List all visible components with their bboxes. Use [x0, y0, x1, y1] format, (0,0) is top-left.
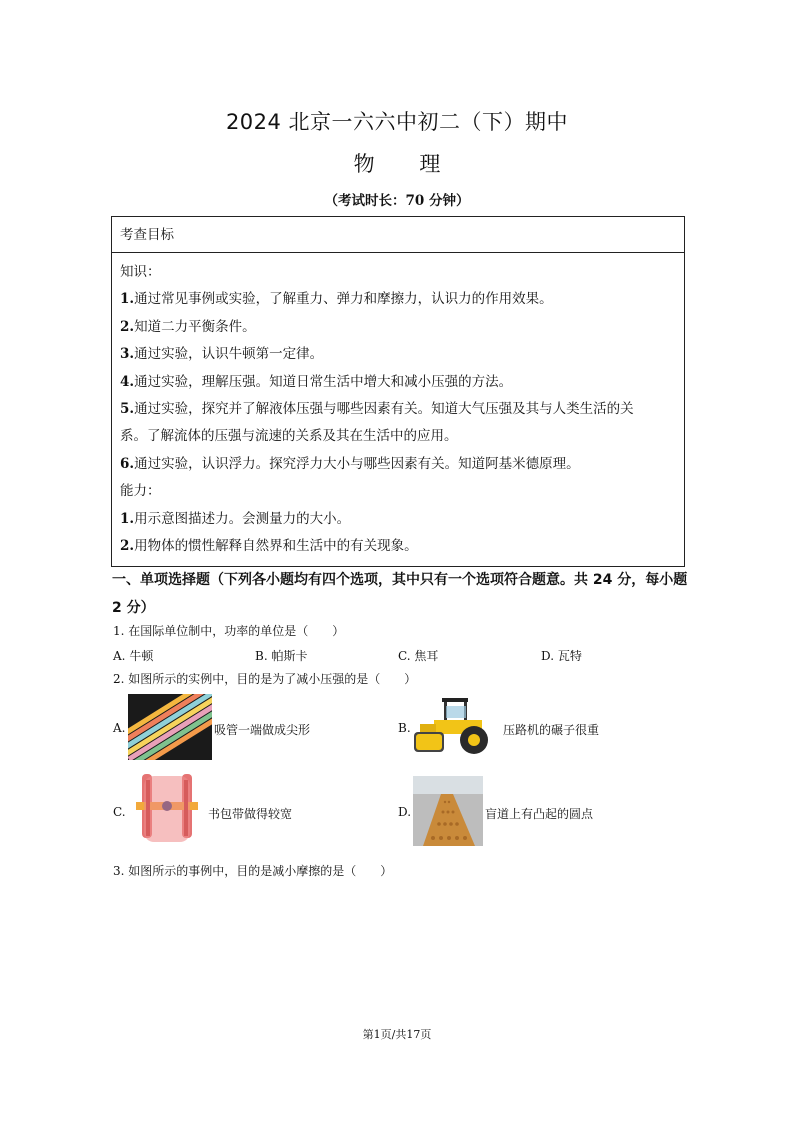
q2-option-c-letter[interactable]: C.: [113, 805, 126, 819]
item-text: 通过实验，认识牛顿第一定律。: [134, 346, 324, 363]
item-text: 通过常见事例或实验，了解重力、弹力和摩擦力，认识力的作用效果。: [134, 291, 553, 308]
item-number: 1.: [120, 291, 135, 308]
tactile-paving-photo: [413, 776, 483, 846]
section-heading-line: 一、单项选择题（下列各小题均有四个选项，其中只有一个选项符合题意。共 24 分，每小题: [112, 572, 688, 588]
exam-title: 2024 北京一六六中初二（下）期中: [225, 110, 569, 134]
tactile-paving-image: [413, 776, 483, 846]
ability-item: [120, 506, 676, 533]
straws-image: [128, 694, 212, 760]
knowledge-item: [120, 396, 676, 423]
item-text: 通过实验，探究并了解液体压强与哪些因素有关。知道大气压强及其与人类生活的关: [134, 401, 634, 418]
q2-option-d-text: 盲道上有凸起的圆点: [485, 807, 594, 821]
item-number: 1.: [120, 510, 135, 527]
ability-label: 能力：: [120, 483, 161, 500]
option-text: 牛顿: [129, 649, 154, 663]
page-number: 第1页/共17页: [362, 1028, 432, 1041]
question-3-stem: 3. 如图所示的事例中，目的是减小摩擦的是（ ）: [113, 864, 393, 878]
road-roller-image: [412, 694, 500, 758]
question-1-stem: 1. 在国际单位制中，功率的单位是（ ）: [113, 624, 345, 638]
item-number: 3.: [120, 346, 135, 363]
q2-option-a-letter[interactable]: A.: [113, 721, 126, 735]
option-text: 帕斯卡: [271, 649, 308, 663]
item-number: 6.: [120, 455, 135, 472]
q1-option-b[interactable]: [255, 647, 307, 664]
objectives-table: [111, 216, 685, 567]
knowledge-item: [120, 451, 676, 478]
q2-option-c-text: 书包带做得较宽: [208, 807, 293, 821]
knowledge-label: 知识：: [120, 264, 161, 280]
q2-option-a-text: 吸管一端做成尖形: [214, 723, 311, 737]
q2-option-b-text: 压路机的碾子很重: [503, 723, 600, 737]
q2-option-b-letter[interactable]: B.: [398, 721, 411, 735]
section-heading: [112, 566, 692, 622]
knowledge-item: [120, 314, 676, 341]
item-number: 5.: [120, 401, 135, 418]
subject-title: 物 理: [353, 152, 441, 176]
road-roller-photo: [412, 694, 500, 758]
item-text: 知道二力平衡条件。: [134, 318, 256, 335]
q2-option-d-letter[interactable]: D.: [398, 805, 412, 819]
ability-item: [120, 533, 676, 560]
backpack-photo: [128, 772, 206, 848]
item-text: 系。了解流体的压强与流速的关系及其在生活中的应用。: [120, 428, 458, 445]
q1-option-d[interactable]: [541, 647, 582, 664]
q1-option-a[interactable]: [113, 647, 153, 664]
option-letter: D.: [541, 649, 555, 663]
knowledge-item-continued: [120, 423, 676, 450]
item-text: 通过实验，认识浮力。探究浮力大小与哪些因素有关。知道阿基米德原理。: [134, 455, 580, 472]
question-2-stem: 2. 如图所示的实例中，目的是为了减小压强的是（ ）: [113, 672, 417, 686]
option-letter: B.: [255, 649, 268, 663]
knowledge-item: [120, 369, 676, 396]
objectives-heading: 考查目标: [112, 217, 684, 253]
item-text: 用物体的惯性解释自然界和生活中的有关现象。: [134, 538, 418, 555]
straws-photo: [128, 694, 212, 760]
section-heading-line: 2 分）: [112, 600, 155, 616]
item-number: 2.: [120, 538, 135, 555]
objectives-body: [112, 253, 684, 560]
knowledge-item: [120, 341, 676, 368]
knowledge-item: [120, 286, 676, 313]
option-letter: C.: [398, 649, 411, 663]
option-letter: A.: [113, 649, 126, 663]
backpack-image: [128, 772, 206, 848]
exam-duration: （考试时长：70 分钟）: [324, 193, 470, 209]
option-text: 焦耳: [414, 649, 439, 663]
item-text: 通过实验，理解压强。知道日常生活中增大和减小压强的方法。: [134, 373, 513, 390]
item-number: 4.: [120, 373, 135, 390]
item-text: 用示意图描述力。会测量力的大小。: [134, 510, 351, 527]
q1-option-c[interactable]: [398, 647, 438, 664]
item-number: 2.: [120, 318, 135, 335]
option-text: 瓦特: [557, 649, 582, 663]
